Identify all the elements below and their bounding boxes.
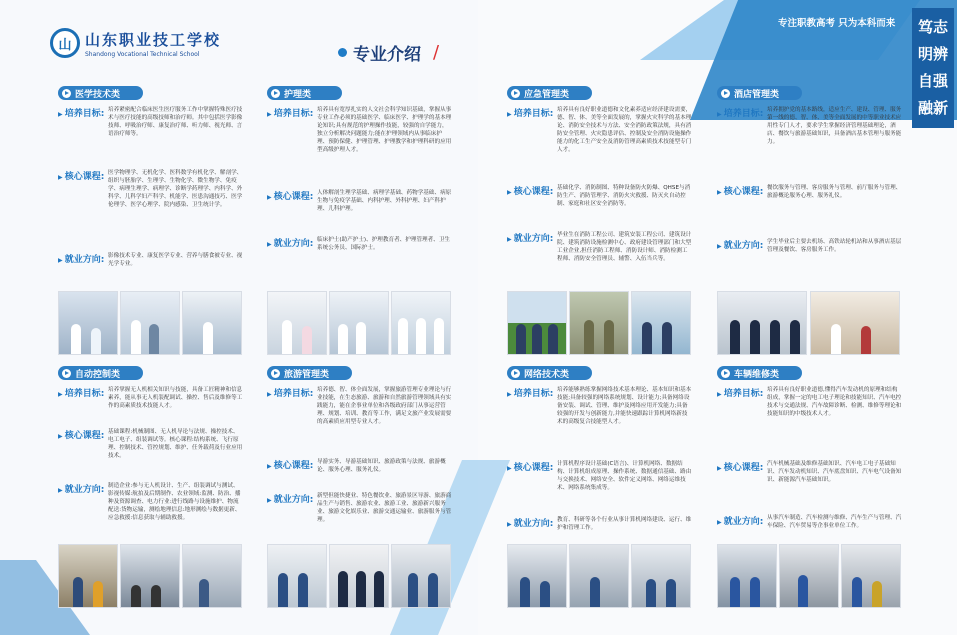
- goal-label: ▶ 培养目标:: [58, 386, 108, 410]
- major-photo: [58, 291, 118, 355]
- major-header: [58, 366, 143, 380]
- motto-line: 融新: [917, 99, 948, 117]
- major-photo: [779, 544, 839, 608]
- career-section: [717, 514, 902, 530]
- major-name: 车辆维修类: [734, 369, 780, 380]
- career-text: 制造企业:参与无人机设计、生产、组装调试与测试、影视传媒:航拍及后期制作、农业领域:监测、防治、播种及资源调查、电力行业:进行线路与设施维护、物流配送:货物运输，测绘地理信息:地形测绘与数据更新、应急救援:信息获取与辅助救援。: [108, 483, 241, 521]
- major-photo: [58, 544, 118, 608]
- goal-section: [507, 106, 692, 154]
- career-label: ▶ 就业方向:: [717, 238, 767, 254]
- goal-text: 培养拥护党的基本路线，适应生产、建设、管理、服务第一线的德、智、体、美等全面发展的中等职业技术应用性专门人才，要求学生掌握经济管理基础理论，酒店、餐饮与旅游基础知识，具备酒店基本管理与服务能力。: [767, 107, 902, 145]
- course-section: [717, 460, 902, 484]
- career-text: 教育、科研等各个行业从事计算机网络建设、运行、维护和管理工作。: [557, 517, 692, 531]
- course-section: [507, 460, 692, 492]
- major-name: 自动控制类: [75, 369, 121, 380]
- major-name: 网络技术类: [524, 369, 570, 380]
- course-label: ▶ 核心课程:: [507, 460, 557, 492]
- play-icon: [271, 369, 280, 378]
- major-card-tourism: [267, 366, 452, 611]
- goal-text: 培养紧密配合临床医生医疗服务工作中掌握特殊医疗技术与医疗技能的高级技师和治疗师。其中包括医学影像技师、呼吸治疗师、康复治疗师、听力师、视光师、言语治疗师等。: [108, 107, 243, 137]
- motto-line: 明辨: [917, 45, 948, 63]
- course-label: ▶ 核心课程:: [717, 460, 767, 484]
- career-section: [507, 516, 692, 532]
- course-text: 基础化学、消防制图、特种设备防火防爆、QHSE与消防生产、消防管理学、消防火灾救援、防灭火自动控制、家庭和社区安全消防等。: [557, 185, 691, 207]
- major-photo: [717, 544, 777, 608]
- course-text: 餐饮服务与管理、客房服务与管理、前厅服务与管理、旅游概论服务心理、服务礼仪。: [767, 185, 902, 199]
- play-icon: [271, 89, 280, 98]
- major-photo: [631, 544, 691, 608]
- major-header: [267, 366, 352, 380]
- career-section: [717, 238, 902, 254]
- course-section: [717, 184, 902, 200]
- major-header: [507, 366, 592, 380]
- goal-section: [267, 106, 452, 154]
- play-icon: [721, 369, 730, 378]
- logo-name-en: Shandong Vocational Technical School: [85, 50, 200, 58]
- career-section: [58, 252, 243, 268]
- career-text: 影像技术专业、康复医学专业、营养与膳食被专业、视光学专业。: [108, 253, 243, 267]
- goal-label: ▶ 培养目标:: [507, 106, 557, 154]
- career-label: ▶ 就业方向:: [507, 231, 557, 263]
- major-photo: [841, 544, 901, 608]
- goal-text: 培养具有良好职业道德和文化素养适应经济建设需要，德、智、体、美等全面发展的，掌握火灾科学的基本理论、消防安全技术与方法、安全消防政策法规，具有消防安全管理、火灾隐患评估、控制及安全消防设施操作能力的化工生产安全及消防管理高素质技术技能型专门人才。: [557, 107, 692, 153]
- course-text: 医学物理学、无机化学、医科数学有机化学、解剖学、组织与胚胎学、生理学、生物化学、微生物学、免疫学、病理生理学、病理学、诊断学药理学、内科学、外科学、儿科学妇产科学、机能学、医患沟通技巧、医学伦理学、医学心理学、院内感染、卫生统计学。: [108, 170, 243, 208]
- major-photo: [391, 291, 451, 355]
- major-photo: [507, 544, 567, 608]
- play-icon: [511, 89, 520, 98]
- course-text: 汽车机械基础及维修基础知识、汽车电工电子基础知识、汽车发动机知识、汽车底盘知识、汽车电气设备知识、新能源汽车基础知识。: [767, 461, 902, 483]
- course-section: [58, 169, 243, 209]
- career-text: 临床护士(助产护士)、护理教育者、护理管理者、卫生系统公务员、国际护士。: [317, 237, 451, 251]
- title-slash-icon: /: [433, 42, 440, 63]
- goal-text: 培养能够熟练掌握网络技术基本理论、基本知识和基本技能;具备较强的网络系统规划、设计能力;具备网络设备安装、调试、管理、维护及网络应用开发能力;具备较强的开发与创新能力,并能快速跟踪计算机网络新技术的高级复合技能型人才。: [557, 387, 692, 425]
- course-label: ▶ 核心课程:: [507, 184, 557, 208]
- major-photo: [182, 544, 242, 608]
- play-icon: [511, 369, 520, 378]
- major-name: 护理类: [284, 89, 312, 100]
- career-text: 从事汽车制造、汽车检测与维修、汽车生产与管理、汽车保险、汽车贸易等企事业单位工作。: [767, 515, 902, 529]
- major-photo: [329, 291, 389, 355]
- page-title: [338, 40, 439, 65]
- goal-section: [717, 386, 902, 418]
- school-emblem-icon: 山: [50, 28, 80, 58]
- major-name: 医学技术类: [75, 89, 121, 100]
- major-name: 酒店管理类: [734, 89, 780, 100]
- major-header: [717, 86, 802, 100]
- motto-line: 自强: [917, 72, 948, 90]
- major-photo: [391, 544, 451, 608]
- course-section: [507, 184, 692, 208]
- course-text: 计算机程序设计基础(C语言)、计算机网络、数据结构、计算机组成原理、操作系统、数据通信基础、路由与交换技术、网络安全、软件定义网络、网络运维技术、网络系统集成等。: [557, 461, 692, 491]
- major-header: [267, 86, 342, 100]
- play-icon: [62, 369, 71, 378]
- career-label: ▶ 就业方向:: [267, 492, 317, 524]
- goal-section: [507, 386, 692, 426]
- major-name: 旅游管理类: [284, 369, 330, 380]
- goal-text: 培养德、智、体全面发展，掌握旅游管理专业理论与行业技能，在生态旅游、旅游和自然旅游管理领域具有实践能力，能在企事业单位和各级政府部门从事运营管理、规划、培训、教育等工作，满足文旅产业发展需要的高素质应用型专业人才。: [317, 387, 452, 425]
- course-label: ▶ 核心课程:: [267, 189, 317, 213]
- major-photo: [631, 291, 691, 355]
- major-photo: [267, 291, 327, 355]
- career-section: [267, 236, 452, 252]
- major-card-nursing: [267, 86, 452, 358]
- major-photo: [569, 291, 629, 355]
- goal-text: 培养具有宽厚扎实的人文社会科学知识基础，掌握从事专业工作必须的基础医学、临床医学、护理学的基本理论知识;具有规范的护理操作技能，较强的自学能力，独立分析解决问题能力;能在护理领域内从事临床护理、预防保健、护理管理、护理教学和护理科研的应用型高级护理人才。: [317, 107, 452, 153]
- course-label: ▶ 核心课程:: [58, 428, 108, 460]
- motto-line: 笃志: [917, 18, 948, 36]
- course-section: [267, 189, 452, 213]
- major-header: [58, 86, 143, 100]
- career-label: ▶ 就业方向:: [507, 516, 557, 532]
- play-icon: [62, 89, 71, 98]
- major-card-medical-tech: [58, 86, 243, 358]
- course-section: [267, 458, 452, 474]
- major-card-automation: [58, 366, 243, 611]
- goal-label: ▶ 培养目标:: [717, 386, 767, 418]
- page-title-text: 专业介绍: [353, 45, 421, 65]
- goal-text: 培养掌握无人机相关知识与技能，具备工匠精神和信息素养，能从事无人机装配调试、操控、售后及维修等工作的高素质技术技能人才。: [108, 387, 243, 409]
- play-icon: [721, 89, 730, 98]
- course-section: [58, 428, 243, 460]
- career-label: ▶ 就业方向:: [58, 252, 108, 268]
- course-text: 导游实务、导游基础知识、旅游政策与法规、旅游概论、服务心理、服务礼仪。: [317, 459, 446, 473]
- major-photo: [329, 544, 389, 608]
- goal-label: ▶ 培养目标:: [267, 106, 317, 154]
- logo-name-cn: 山东职业技工学校: [85, 30, 222, 49]
- career-label: ▶ 就业方向:: [267, 236, 317, 252]
- goal-section: [267, 386, 452, 426]
- course-text: 人体解剖生理学基础、病理学基础、药物学基础、病原生物与免疫学基础、内科护理、外科护理、妇产科护理、儿科护理。: [317, 190, 452, 212]
- school-logo: [50, 28, 221, 58]
- career-label: ▶ 就业方向:: [717, 514, 767, 530]
- course-label: ▶ 核心课程:: [267, 458, 317, 474]
- career-text: 新型但能快捷业、特色餐饮业、旅游景区导游、旅游商品生产与销售、旅游农业、旅游工业、旅游新兴服务业、旅游文化娱乐业、旅游交通运输业、旅游服务与管理。: [317, 493, 452, 523]
- career-label: ▶ 就业方向:: [58, 482, 108, 522]
- goal-text: 培养具有良好职业道德,懂得汽车发动机的原理和结构组成，掌握一定的电工电子理论和技能知识、汽车电控技术与交通法规、汽车故障诊断、检测、维修等理论和技能知识的中级技术人才。: [767, 387, 902, 417]
- goal-label: ▶ 培养目标:: [267, 386, 317, 426]
- goal-section: [717, 106, 902, 146]
- career-text: 毕业生在消防工程公司、建筑安装工程公司、建筑设计院、建筑消防设施检测中心、政府建设管理部门和大型工业企业,担任消防工程师、消防设计师、消防检测工程师、消防安全管理员、辅警、入伍当兵等。: [557, 232, 692, 262]
- school-motto: [912, 8, 954, 128]
- major-name: 应急管理类: [524, 89, 570, 100]
- course-text: 基础课程:机械制图、无人机导论与法规、操控技术、电工电子、组装调试等。核心课程:结构系统、飞行原理、控制技术、管控规划、维护、任务载荷及行业应用技术。: [108, 429, 243, 459]
- major-photo: [717, 291, 807, 355]
- major-photo: [267, 544, 327, 608]
- goal-section: [58, 386, 243, 410]
- title-dot-icon: [338, 48, 347, 57]
- major-photo: [810, 291, 900, 355]
- career-section: [58, 482, 243, 522]
- course-label: ▶ 核心课程:: [717, 184, 767, 200]
- major-card-network: [507, 366, 692, 611]
- major-photo: [120, 291, 180, 355]
- major-card-vehicle: [717, 366, 902, 611]
- major-header: [717, 366, 802, 380]
- major-photo: [120, 544, 180, 608]
- goal-label: ▶ 培养目标:: [717, 106, 767, 146]
- career-section: [507, 231, 692, 263]
- major-header: [507, 86, 592, 100]
- career-text: 学生毕业后主要去机场、高铁站轮机站和从事酒店基层管理及餐饮、客房服务工作。: [767, 239, 902, 253]
- course-label: ▶ 核心课程:: [58, 169, 108, 209]
- major-photo: [182, 291, 242, 355]
- major-photo: [569, 544, 629, 608]
- career-section: [267, 492, 452, 524]
- goal-label: ▶ 培养目标:: [58, 106, 108, 138]
- slogan: 专注职教高考 只为本科而来: [778, 18, 896, 29]
- major-photo: [507, 291, 567, 355]
- goal-label: ▶ 培养目标:: [507, 386, 557, 426]
- major-card-emergency: [507, 86, 692, 358]
- goal-section: [58, 106, 243, 138]
- major-card-hotel: [717, 86, 902, 358]
